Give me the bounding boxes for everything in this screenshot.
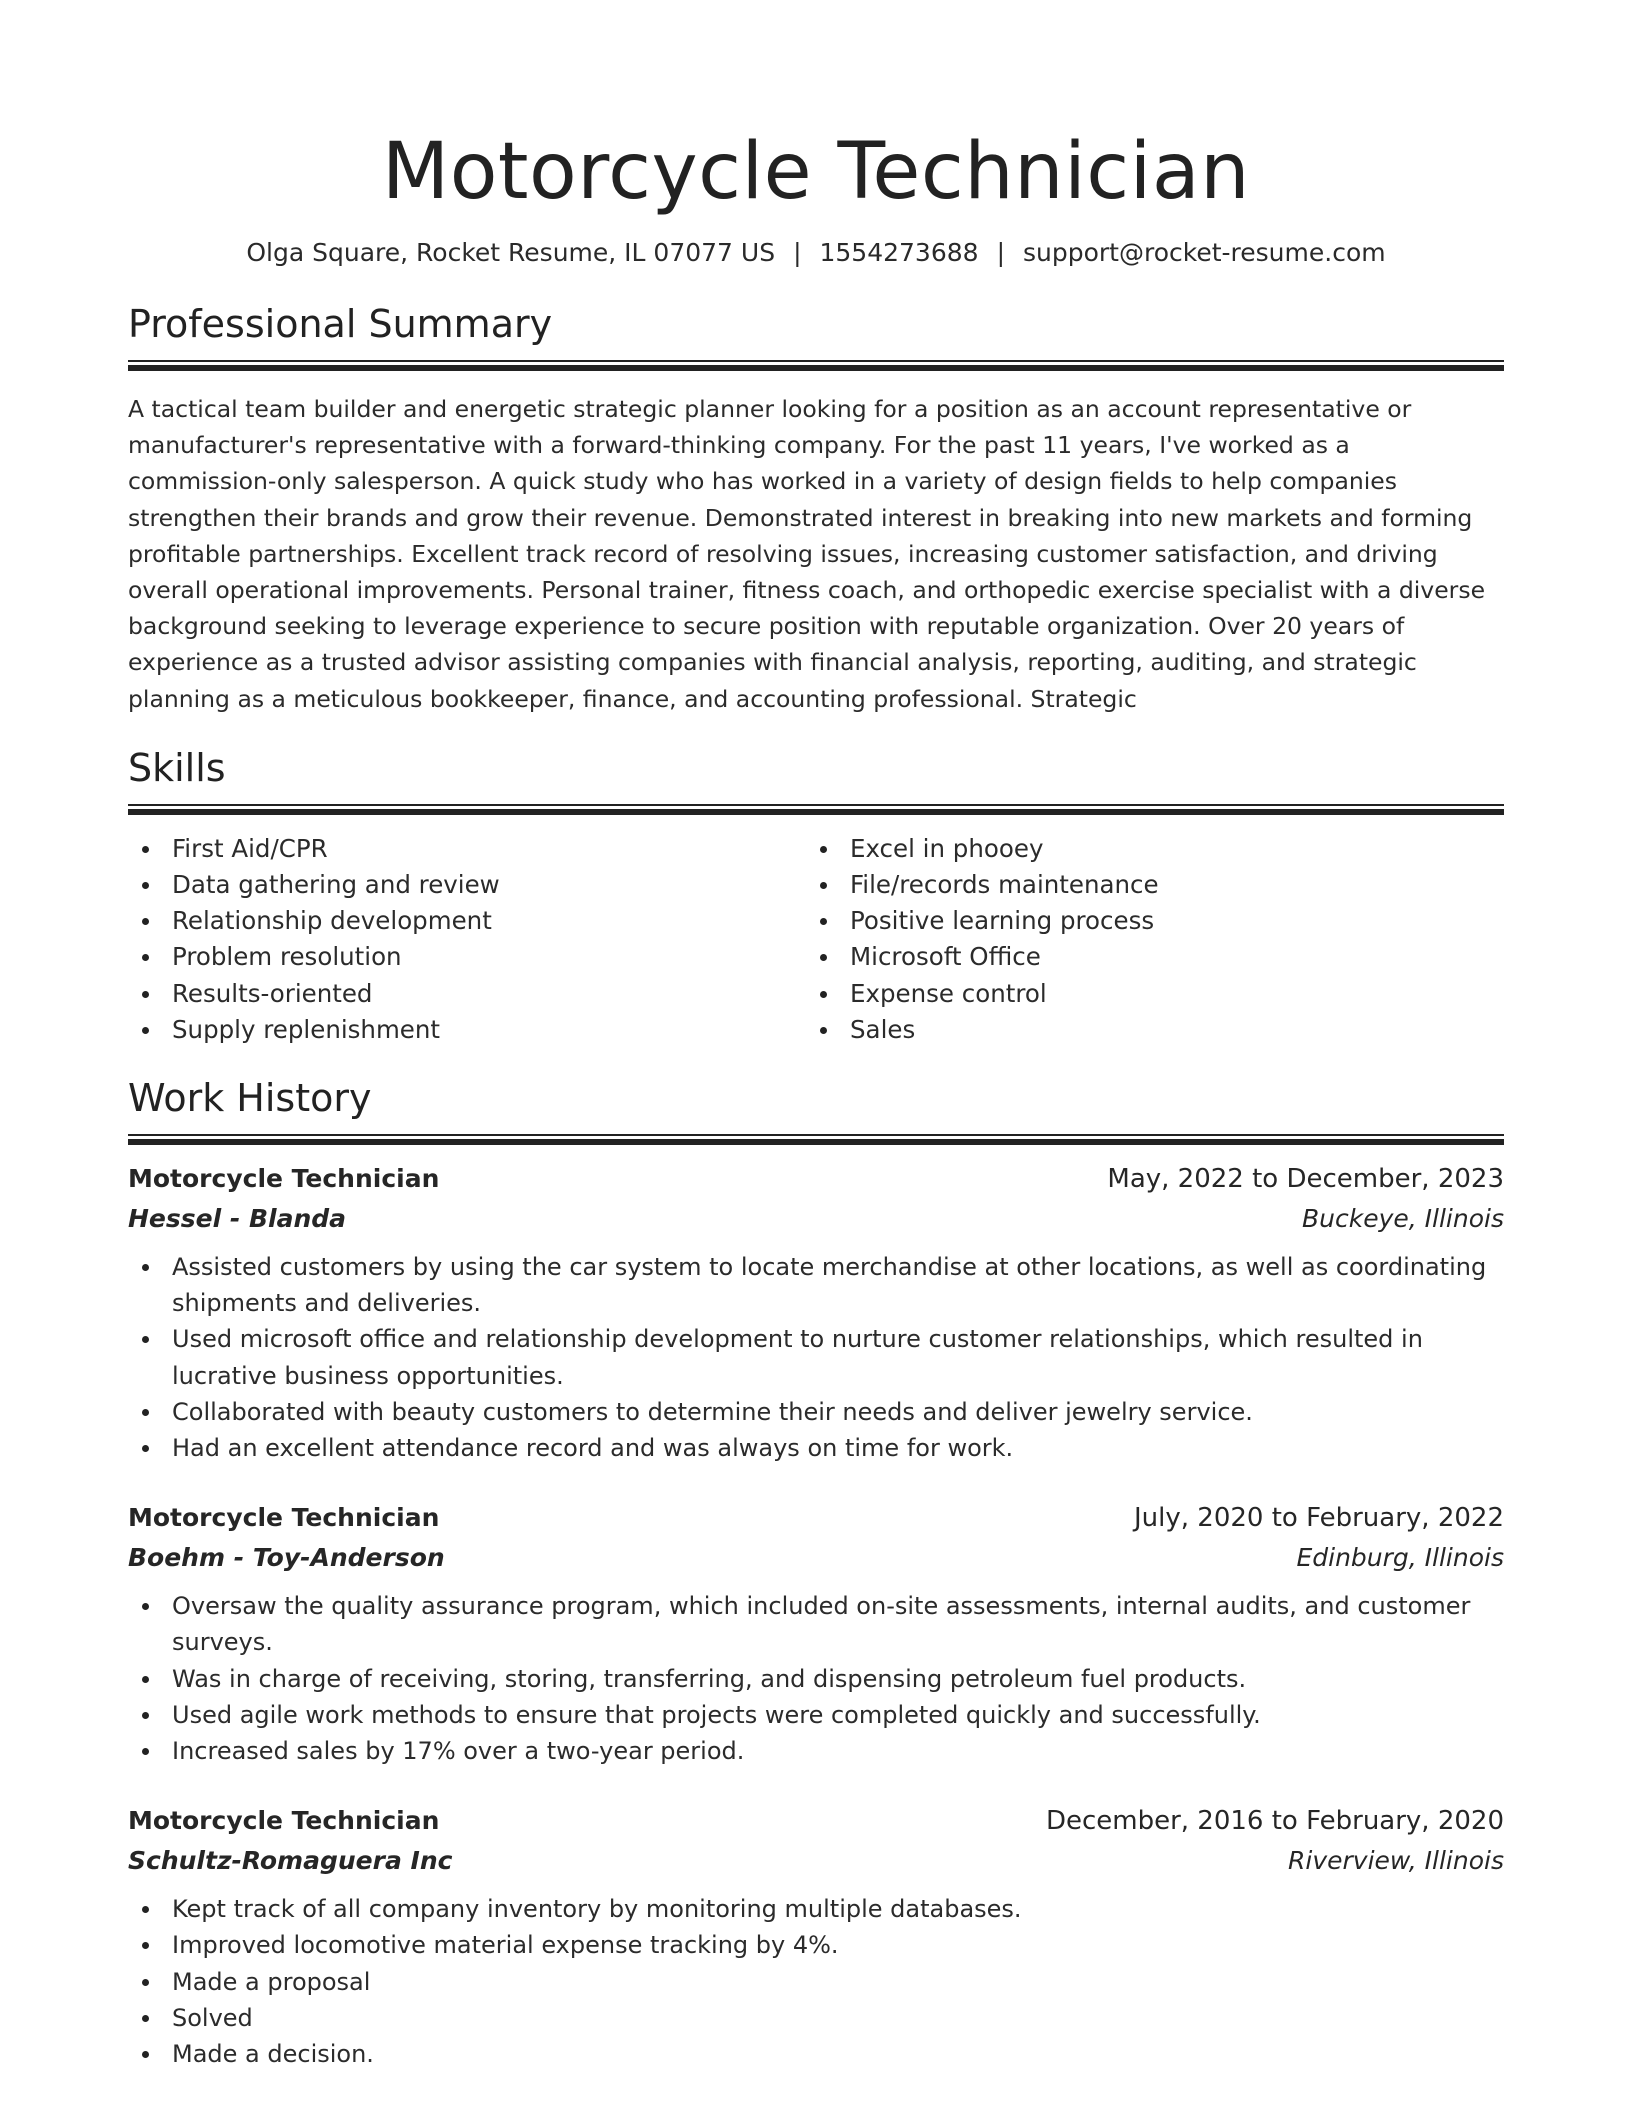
job-company: Boehm - Toy-Anderson: [128, 1543, 445, 1573]
skills-list-right: [806, 831, 1484, 1048]
job-header: [128, 1159, 1504, 1199]
job-entry: [128, 1498, 1504, 1769]
resume-page: [128, 0, 1504, 2072]
skills-title: Skills: [128, 745, 226, 790]
job-location: Edinburg, Illinois: [1296, 1543, 1504, 1573]
job-bullets: [128, 1588, 1504, 1769]
skill-item: Positive learning process: [806, 903, 1484, 939]
skills-list-left: [128, 831, 806, 1048]
contact-separator: |: [793, 238, 802, 267]
contact-line: [128, 236, 1504, 270]
skills-section: [128, 744, 1504, 1048]
job-location: Riverview, Illinois: [1288, 1846, 1504, 1876]
skill-item: Data gathering and review: [128, 867, 806, 903]
section-divider: [128, 1134, 1504, 1145]
job-bullet: Was in charge of receiving, storing, transferring, and dispensing petroleum fuel products.: [128, 1661, 1504, 1697]
resume-name: Motorcycle Technician: [381, 127, 1251, 217]
job-bullet: Solved: [128, 2000, 1504, 2036]
job-company: Hessel - Blanda: [128, 1204, 347, 1234]
job-location: Buckeye, Illinois: [1302, 1204, 1504, 1234]
job-entry: [128, 1801, 1504, 2072]
job-bullets: [128, 1891, 1504, 2072]
job-company: Schultz-Romaguera Inc: [128, 1846, 453, 1876]
contact-email: support@rocket-resume.com: [1023, 238, 1386, 267]
skill-item: Supply replenishment: [128, 1012, 806, 1048]
contact-separator: |: [996, 238, 1005, 267]
job-bullets: [128, 1249, 1504, 1466]
job-bullet: Made a decision.: [128, 2036, 1504, 2072]
job-bullet: Increased sales by 17% over a two-year period.: [128, 1733, 1504, 1769]
job-subheader: [128, 1841, 1504, 1881]
summary-text: A tactical team builder and energetic strategic planner looking for a position as an account representative or manufacturer's representative with a forward-thinking company. For the past 11 years, I've worked as a commission-only salesperson. A quick study who has worked in a variety of design fields to help companies strengthen their brands and grow their revenue. Demonstrated interest in breaking into new markets and forming profitable partnerships. Excellent track record of resolving issues, increasing customer satisfaction, and driving overall operational improvements. Personal trainer, fitness coach, and orthopedic exercise specialist with a diverse background seeking to leverage experience to secure position with reputable organization. Over 20 years of experience as a trusted advisor assisting companies with financial analysis, reporting, auditing, and strategic planning as a meticulous bookkeeper, finance, and accounting professional. Strategic: [128, 395, 1486, 713]
job-dates: May, 2022 to December, 2023: [1107, 1164, 1504, 1195]
job-subheader: [128, 1538, 1504, 1578]
skill-item: Problem resolution: [128, 939, 806, 975]
work-history-section: [128, 1074, 1504, 2072]
skill-item: First Aid/CPR: [128, 831, 806, 867]
job-bullet: Had an excellent attendance record and was always on time for work.: [128, 1430, 1504, 1466]
skill-item: Expense control: [806, 976, 1484, 1012]
job-title: Motorcycle Technician: [128, 1806, 440, 1836]
job-dates: December, 2016 to February, 2020: [1045, 1806, 1504, 1837]
skills-columns: [128, 831, 1504, 1048]
job-bullet: Assisted customers by using the car system to locate merchandise at other locations, as well as coordinating shipments and deliveries.: [128, 1249, 1504, 1321]
job-bullet: Collaborated with beauty customers to determine their needs and deliver jewelry service.: [128, 1394, 1504, 1430]
job-bullet: Made a proposal: [128, 1964, 1504, 2000]
job-bullet: Used microsoft office and relationship development to nurture customer relationships, which resulted in lucrative business opportunities.: [128, 1321, 1504, 1393]
job-bullet: Kept track of all company inventory by monitoring multiple databases.: [128, 1891, 1504, 1927]
skill-item: Relationship development: [128, 903, 806, 939]
summary-section: [128, 300, 1504, 717]
skill-item: Sales: [806, 1012, 1484, 1048]
job-bullet: Oversaw the quality assurance program, which included on-site assessments, internal audits, and customer surveys.: [128, 1588, 1504, 1660]
contact-address: Olga Square, Rocket Resume, IL 07077 US: [246, 238, 776, 267]
job-bullet: Improved locomotive material expense tracking by 4%.: [128, 1927, 1504, 1963]
job-subheader: [128, 1199, 1504, 1239]
work-history-title: Work History: [128, 1076, 372, 1121]
job-header: [128, 1498, 1504, 1538]
job-entry: [128, 1159, 1504, 1466]
contact-phone: 1554273688: [819, 238, 979, 267]
skill-item: Microsoft Office: [806, 939, 1484, 975]
summary-title: Professional Summary: [128, 302, 553, 346]
skill-item: File/records maintenance: [806, 867, 1484, 903]
skill-item: Results-oriented: [128, 976, 806, 1012]
job-dates: July, 2020 to February, 2022: [1134, 1503, 1504, 1534]
section-divider: [128, 804, 1504, 815]
job-title: Motorcycle Technician: [128, 1164, 440, 1194]
job-header: [128, 1801, 1504, 1841]
job-title: Motorcycle Technician: [128, 1503, 440, 1533]
section-divider: [128, 360, 1504, 371]
job-bullet: Used agile work methods to ensure that projects were completed quickly and successfully.: [128, 1697, 1504, 1733]
skill-item: Excel in phooey: [806, 831, 1484, 867]
